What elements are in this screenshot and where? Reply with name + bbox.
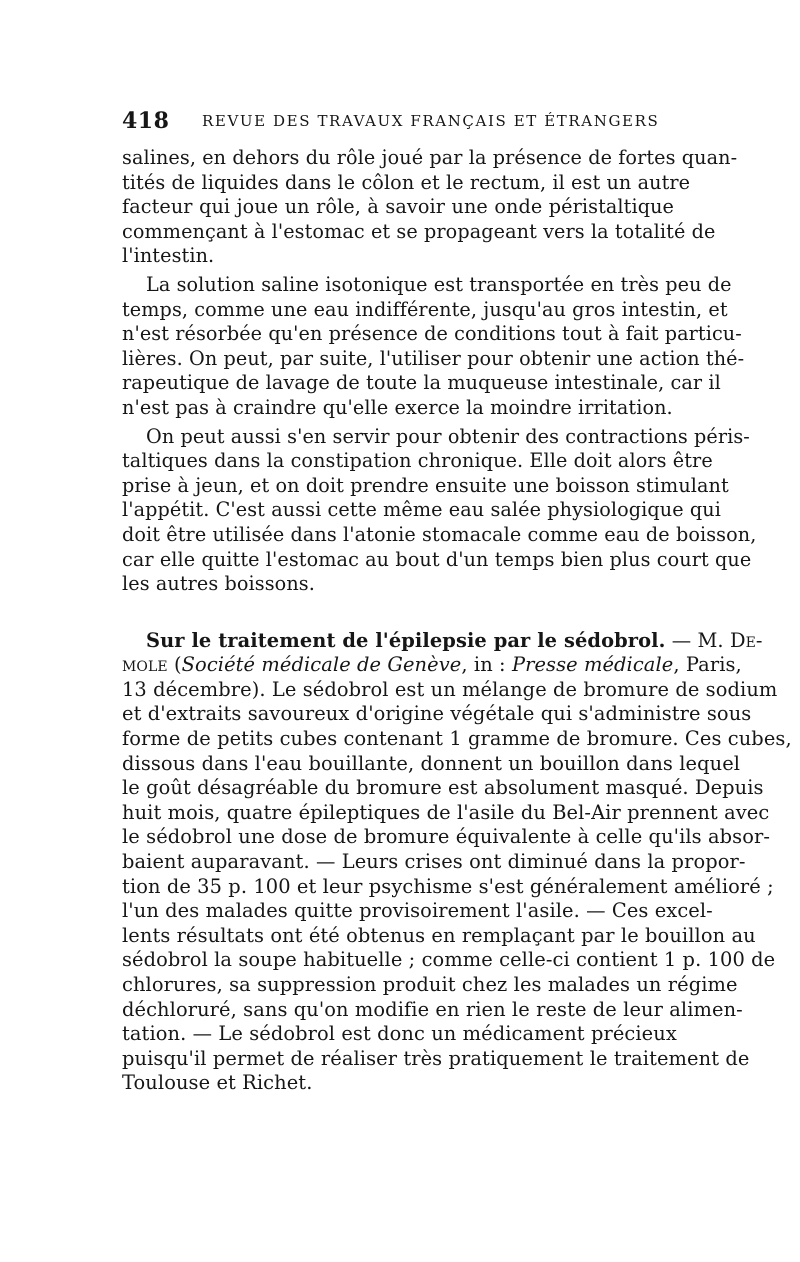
text-line: le goût désagréable du bromure est absolument masqué. Depuis bbox=[122, 776, 764, 800]
text-line: La solution saline isotonique est transportée en très peu de bbox=[146, 272, 732, 296]
page-number: 418 bbox=[122, 108, 170, 134]
text-line: le sédobrol une dose de bromure équivalente à celle qu'ils absor- bbox=[122, 825, 771, 849]
journal-name: Presse médicale bbox=[511, 653, 674, 677]
text-line: sédobrol la soupe habituelle ; comme celle-ci contient 1 p. 100 de bbox=[122, 948, 776, 972]
text-line: tation. — Le sédobrol est donc un médicament précieux bbox=[122, 1022, 677, 1046]
author-name-part-1: De- bbox=[729, 628, 763, 652]
text-line: l'un des malades quitte provisoirement l'asile. — Ces excel- bbox=[122, 899, 713, 923]
text-line: salines, en dehors du rôle joué par la présence de fortes quan- bbox=[122, 146, 738, 169]
text-line: 13 décembre). Le sédobrol est un mélange de bromure de sodium bbox=[122, 677, 778, 701]
source-line bbox=[122, 653, 742, 678]
paragraph-2 bbox=[122, 272, 745, 421]
source-open: ( bbox=[167, 653, 182, 677]
text-line: prise à jeun, et on doit prendre ensuite une boisson stimulant bbox=[122, 473, 729, 497]
text-line: tion de 35 p. 100 et leur psychisme s'est généralement amélioré ; bbox=[122, 874, 774, 898]
text-line: commençant à l'estomac et se propageant vers la totalité de bbox=[122, 219, 716, 243]
journal-title: REVUE DES TRAVAUX FRANÇAIS ET ÉTRANGERS bbox=[202, 112, 660, 130]
text-line: chlorures, sa suppression produit chez les malades un régime bbox=[122, 973, 738, 996]
text-line: On peut aussi s'en servir pour obtenir des contractions péris- bbox=[146, 424, 750, 448]
text-line: puisqu'il permet de réaliser très pratiquement le traitement de bbox=[122, 1046, 750, 1070]
text-line: tités de liquides dans le côlon et le rectum, il est un autre bbox=[122, 170, 691, 194]
text-line: dissous dans l'eau bouillante, donnent un bouillon dans lequel bbox=[122, 751, 741, 775]
author-dash: — M. bbox=[665, 628, 730, 652]
text-line: facteur qui joue un rôle, à savoir une onde péristaltique bbox=[122, 195, 674, 219]
text-line: l'intestin. bbox=[122, 244, 215, 268]
text-line: baient auparavant. — Leurs crises ont diminué dans la propor- bbox=[122, 850, 746, 874]
article-title: Sur le traitement de l'épilepsie par le sédobrol. bbox=[146, 628, 666, 652]
text-line: déchloruré, sans qu'on modifie en rien le reste de leur alimen- bbox=[122, 997, 743, 1021]
article-epilepsie bbox=[122, 628, 792, 1096]
text-line: n'est résorbée qu'en présence de conditions tout à fait particu- bbox=[122, 322, 742, 346]
text-line: l'appétit. C'est aussi cette même eau salée physiologique qui bbox=[122, 498, 721, 522]
text-line: les autres boissons. bbox=[122, 572, 315, 596]
text-line: n'est pas à craindre qu'elle exerce la moindre irritation. bbox=[122, 395, 673, 419]
text-line: et d'extraits savoureux d'origine végétale qui s'administre sous bbox=[122, 702, 752, 726]
text-line: forme de petits cubes contenant 1 gramme de bromure. Ces cubes, bbox=[122, 727, 792, 751]
text-line: rapeutique de lavage de toute la muqueuse intestinale, car il bbox=[122, 371, 721, 395]
text-line: lents résultats ont été obtenus en remplaçant par le bouillon au bbox=[122, 923, 756, 947]
paragraph-1 bbox=[122, 146, 738, 269]
text-line: Toulouse et Richet. bbox=[122, 1071, 313, 1095]
text-line: temps, comme une eau indifférente, jusqu'au gros intestin, et bbox=[122, 297, 728, 321]
society-name: Société médicale de Genève bbox=[181, 653, 462, 677]
source-end: , Paris, bbox=[673, 653, 742, 677]
text-line: doit être utilisée dans l'atonie stomacale comme eau de boisson, bbox=[122, 522, 757, 546]
body-text bbox=[122, 146, 792, 1096]
source-mid: , in : bbox=[461, 653, 512, 677]
text-line: car elle quitte l'estomac au bout d'un temps bien plus court que bbox=[122, 547, 752, 571]
article-heading-line bbox=[122, 628, 763, 654]
author-name-part-2: mole bbox=[122, 653, 168, 677]
text-line: lières. On peut, par suite, l'utiliser pour obtenir une action thé- bbox=[122, 346, 745, 370]
text-line: huit mois, quatre épileptiques de l'asile du Bel-Air prennent avec bbox=[122, 800, 770, 824]
running-head bbox=[122, 108, 682, 138]
paragraph-3 bbox=[122, 424, 757, 597]
text-line: taltiques dans la constipation chronique. Elle doit alors être bbox=[122, 449, 713, 473]
